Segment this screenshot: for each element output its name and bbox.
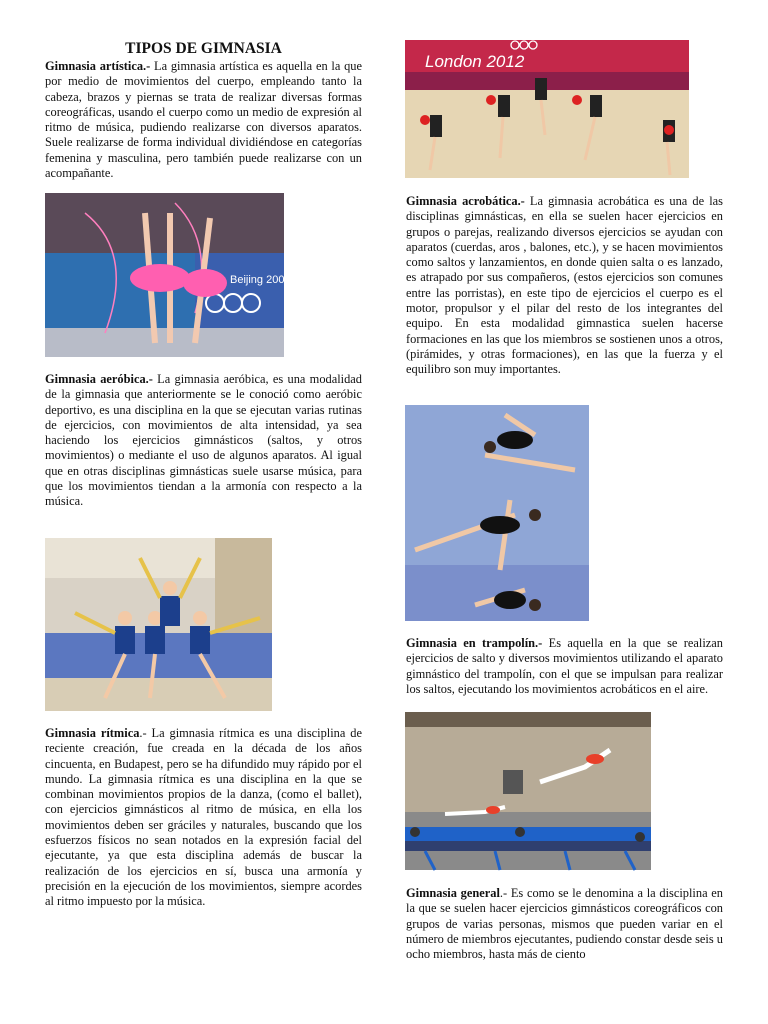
trampolin-text: Es aquella en la que se realizan ejercicios de salto y diversos movimientos utilizando el aparato gimnástico del trampolín, con el que se impulsan para realizar los saltos, ejecutando los movimientos acrobáticos en el aire. [406,636,723,696]
general-block [406,886,723,962]
acrobatica-block [406,194,723,378]
ritmica-paragraph [45,726,362,910]
acrobatica-text: La gimnasia acrobática es una de las disciplinas gimnásticas, en ella se suelen hacer ejercicios en grupos o parejas, realizando diversos ejercicios se ayudan con aparatos (cuerdas, aros , balones, etc.), y se hacen movimientos como saltos y lanzamientos, en donde quien salta o es lanzado, es atrapado por sus compañeros, (estos ejercicios son comunes entre las porristas), en este tipo de ejercicios el cuerpo es el motor, propulsor y el pilar del resto de los integrantes del equipo. En esta modalidad gimnastica suelen hacerse formaciones en las que los miembros se sostienen unos a otros, (pirámides, y otras formaciones), en las que la fuerza y el equilibro son muy importantes. [406,194,723,377]
trampolin-block [406,636,723,697]
general-text: .- Es como se le denomina a la disciplina en la que se suelen hacer ejercicios gimnásticos coreográficos con grupos de varias personas, mismos que pueden variar en el número de miembros ejecutantes, pudiendo constar desde seis u ocho miembros, hasta más de ciento [406,886,723,962]
trampolin-paragraph [406,636,723,697]
acrobatic-gymnastics-photo [405,405,589,621]
artistica-paragraph [45,59,362,181]
general-paragraph [406,886,723,962]
general-heading: Gimnasia general [406,886,500,900]
london-banner-text: London 2012 [425,52,525,71]
aerobica-paragraph [45,372,362,510]
aerobic-gymnastics-photo [45,538,272,711]
aerobica-block [45,372,362,510]
page-title: TIPOS DE GIMNASIA [125,40,282,57]
artistica-text: La gimnasia artística es aquella en la que por medio de movimientos del cuerpo, empleando tanto la cabeza, brazos y piernas se trata de realizar diversas formas coreográficas, usando el cuerpo como un medio de expresión al ritmo de música, pudiendo realizarse con diversos aparatos. Suele realizarse de forma individual dividiéndose en categorías femenina y masculina, pero también puede realizarse con un acompañante. [45,59,362,181]
acrobatica-heading: Gimnasia acrobática.- [406,194,525,208]
artistica-heading: Gimnasia artística.- [45,59,151,73]
ritmica-heading: Gimnasia rítmica [45,726,140,740]
aerobica-text: La gimnasia aeróbica, es una modalidad de la gimnasia que anteriormente se le conoció como aeróbic deportivo, es una disciplina en la que se ejecutan varias rutinas de ejercicios, con movimientos de alta intensidad, ya sea haciendo los ejercicios gimnásticos (saltos, y otros movimientos) o mediante el uso de algunos aparatos. Al igual que en otras disciplinas gimnásticas suele usarse música, para que los movimientos tiendan a la armonía con respecto a la música. [45,372,362,509]
beijing-banner-text: Beijing 2008 [230,274,291,286]
trampoline-gymnastics-photo [405,712,651,870]
rhythmic-gymnastics-photo [405,40,689,178]
ritmica-block [45,726,362,910]
trampolin-heading: Gimnasia en trampolín.- [406,636,543,650]
ritmica-text: .- La gimnasia rítmica es una disciplina de reciente creación, fue creada en la década de los años cincuenta, en Budapest, pero se ha difundido muy rápido por el mundo. La gimnasia rítmica es una disciplina en la que se combinan movimientos propios de la danza, (como el ballet), con ejercicios gimnásticos al ritmo de música, en ella los movimientos deben ser gráciles y naturales, buscando que los esfuerzos físicos no sean notados en la expresión facial del ejecutante, ya que esta disciplina además de buscar la realización de los ejercicios en sí, busca una armonía y precisión en la ejecución de los movimientos, siempre acordes al ritmo impuesto por la música. [45,726,362,909]
artistica-block [45,40,362,181]
aerobica-heading: Gimnasia aeróbica.- [45,372,153,386]
artistic-gymnastics-photo [45,193,291,357]
acrobatica-paragraph [406,194,723,378]
